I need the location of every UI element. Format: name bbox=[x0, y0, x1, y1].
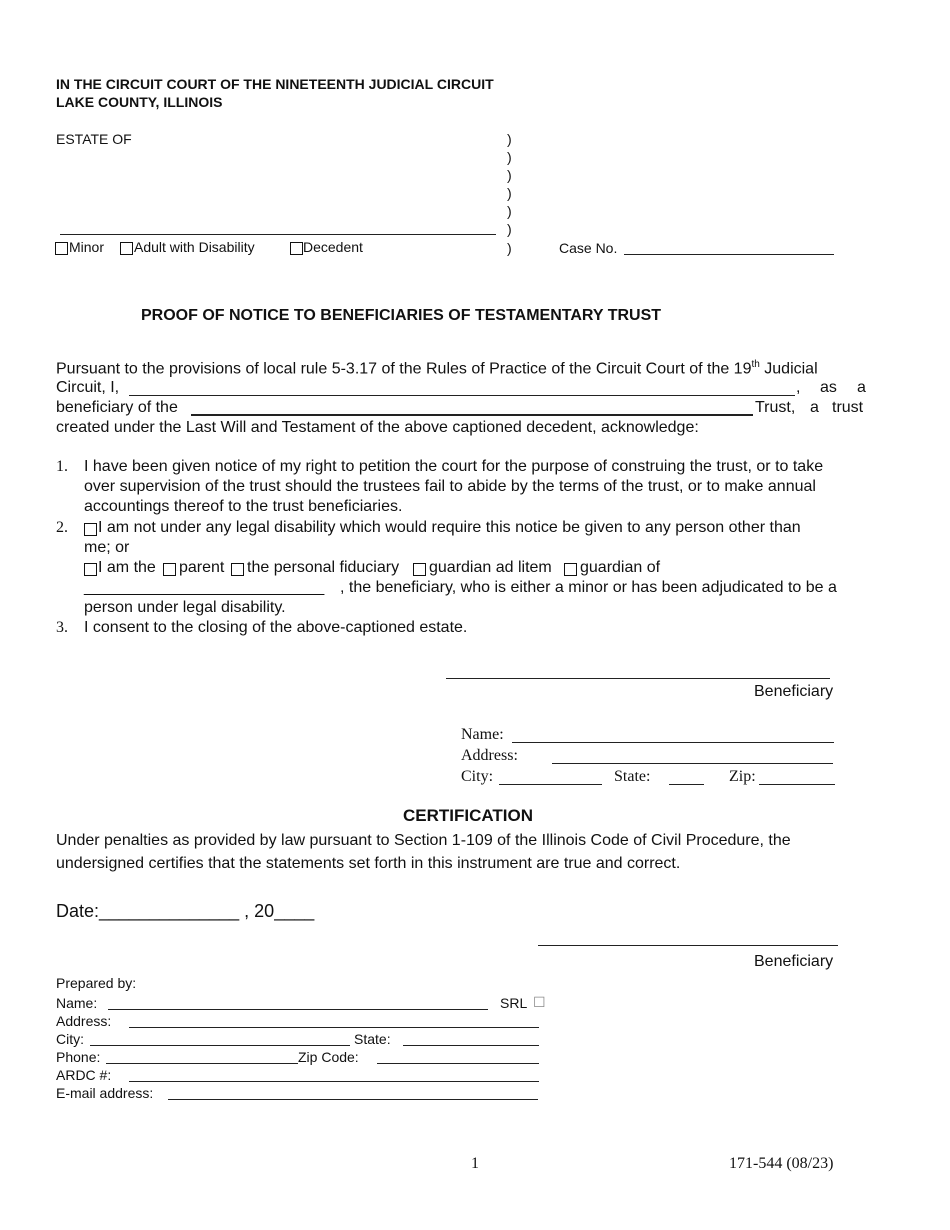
prep-zip-label: Zip Code: bbox=[298, 1049, 359, 1065]
paren: ) bbox=[507, 203, 512, 219]
beneficiary-signature-field-2[interactable] bbox=[538, 945, 838, 946]
beneficiary-signature-label: Beneficiary bbox=[754, 683, 834, 700]
item2-line2: me; or bbox=[84, 539, 130, 556]
item3-text: I consent to the closing of the above-captioned estate. bbox=[84, 619, 468, 636]
case-no-label: Case No. bbox=[559, 240, 618, 256]
sig-address-field[interactable] bbox=[552, 763, 833, 764]
sig-state-field[interactable] bbox=[669, 784, 704, 785]
page-number: 1 bbox=[471, 1155, 479, 1172]
paren: ) bbox=[507, 149, 512, 165]
prep-email-label: E-mail address: bbox=[56, 1085, 154, 1101]
date-field[interactable]: Date:______________ , 20____ bbox=[56, 901, 315, 921]
page-title: PROOF OF NOTICE TO BENEFICIARIES OF TESTAMENTARY TRUST bbox=[141, 307, 662, 324]
item2-i-am-the: I am the bbox=[98, 559, 156, 576]
estate-name-field[interactable] bbox=[60, 234, 496, 235]
intro-comma: , bbox=[796, 379, 801, 396]
item2-line5: person under legal disability. bbox=[84, 599, 286, 616]
beneficiary-signature-label-2: Beneficiary bbox=[754, 953, 834, 970]
prep-state-label: State: bbox=[354, 1031, 391, 1047]
sig-name-field[interactable] bbox=[512, 742, 834, 743]
personal-fiduciary-checkbox[interactable] bbox=[231, 563, 244, 576]
adult-disability-label: Adult with Disability bbox=[134, 239, 255, 255]
sig-zip-label: Zip: bbox=[729, 768, 756, 785]
prep-name-field[interactable] bbox=[108, 1009, 488, 1010]
sig-address-label: Address: bbox=[461, 747, 518, 764]
item1-line1: I have been given notice of my right to petition the court for the purpose of construing the trust, or to take bbox=[84, 458, 824, 475]
guardian-ad-litem-checkbox[interactable] bbox=[413, 563, 426, 576]
intro-beneficiary-of-label: beneficiary of the bbox=[56, 399, 178, 416]
prep-ardc-label: ARDC #: bbox=[56, 1067, 112, 1083]
item2-guardian-of: guardian of bbox=[580, 559, 661, 576]
certification-line1: Under penalties as provided by law pursuant to Section 1-109 of the Illinois Code of Civil Procedure, the bbox=[56, 832, 791, 849]
paren: ) bbox=[507, 167, 512, 183]
intro-circuit-label: Circuit, I, bbox=[56, 379, 120, 396]
prep-state-field[interactable] bbox=[403, 1045, 539, 1046]
i-am-the-checkbox[interactable] bbox=[84, 563, 97, 576]
form-number: 171-544 (08/23) bbox=[729, 1155, 834, 1172]
item2-parent: parent bbox=[179, 559, 225, 576]
prep-city-label: City: bbox=[56, 1031, 84, 1047]
prep-phone-label: Phone: bbox=[56, 1049, 101, 1065]
item2-line4: , the beneficiary, who is either a minor or has been adjudicated to be a bbox=[340, 579, 837, 596]
prep-email-field[interactable] bbox=[168, 1099, 538, 1100]
srl-label: SRL bbox=[500, 995, 528, 1011]
paren: ) bbox=[507, 185, 512, 201]
prep-name-label: Name: bbox=[56, 995, 98, 1011]
prep-zip-field[interactable] bbox=[377, 1063, 539, 1064]
item1-line2: over supervision of the trust should the trustees fail to abide by the terms of the trust, or to make annual bbox=[84, 478, 816, 495]
paren: ) bbox=[507, 240, 512, 256]
adult-disability-checkbox[interactable] bbox=[120, 242, 133, 255]
sig-city-field[interactable] bbox=[499, 784, 602, 785]
minor-label: Minor bbox=[69, 239, 105, 255]
estate-of-label: ESTATE OF bbox=[56, 131, 132, 147]
sig-name-label: Name: bbox=[461, 726, 504, 743]
not-under-disability-checkbox[interactable] bbox=[84, 523, 97, 536]
certification-heading: CERTIFICATION bbox=[403, 806, 534, 825]
beneficiary-name-field[interactable] bbox=[129, 395, 795, 396]
item2-number: 2. bbox=[56, 519, 68, 536]
paren: ) bbox=[507, 131, 512, 147]
prep-city-field[interactable] bbox=[90, 1045, 350, 1046]
intro-as: as bbox=[820, 379, 837, 396]
intro-line1: Pursuant to the provisions of local rule 5-3.17 of the Rules of Practice of the Circuit Court of the 19th Judicial bbox=[56, 359, 818, 378]
decedent-label: Decedent bbox=[303, 239, 363, 255]
minor-checkbox[interactable] bbox=[55, 242, 68, 255]
intro-a2: a bbox=[810, 399, 819, 416]
prepared-by-heading: Prepared by: bbox=[56, 975, 137, 991]
beneficiary-signature-field[interactable] bbox=[446, 678, 830, 679]
intro-trust2: trust bbox=[832, 399, 864, 416]
intro-trust: Trust, bbox=[755, 399, 796, 416]
srl-checkbox[interactable]: ☐ bbox=[533, 994, 546, 1010]
sig-city-label: City: bbox=[461, 768, 494, 785]
paren: ) bbox=[507, 221, 512, 237]
prep-address-field[interactable] bbox=[129, 1027, 539, 1028]
prep-ardc-field[interactable] bbox=[129, 1081, 539, 1082]
intro-line4: created under the Last Will and Testament of the above captioned decedent, acknowledge: bbox=[56, 419, 699, 436]
guardian-of-checkbox[interactable] bbox=[564, 563, 577, 576]
item1-number: 1. bbox=[56, 458, 68, 475]
sig-state-label: State: bbox=[614, 768, 651, 785]
certification-line2: undersigned certifies that the statements set forth in this instrument are true and correct. bbox=[56, 855, 681, 872]
case-no-field[interactable] bbox=[624, 254, 834, 255]
court-name-line1: IN THE CIRCUIT COURT OF THE NINETEENTH JUDICIAL CIRCUIT bbox=[56, 76, 494, 92]
decedent-checkbox[interactable] bbox=[290, 242, 303, 255]
court-name-line2: LAKE COUNTY, ILLINOIS bbox=[56, 94, 223, 110]
item3-number: 3. bbox=[56, 619, 68, 636]
item2-line1: I am not under any legal disability which would require this notice be given to any person other than bbox=[98, 519, 801, 536]
sig-zip-field[interactable] bbox=[759, 784, 835, 785]
item2-personal-fiduciary: the personal fiduciary bbox=[247, 559, 400, 576]
prep-phone-field[interactable] bbox=[106, 1063, 298, 1064]
intro-a: a bbox=[857, 379, 866, 396]
parent-checkbox[interactable] bbox=[163, 563, 176, 576]
prep-address-label: Address: bbox=[56, 1013, 112, 1029]
ward-name-field[interactable]: ___________________________ bbox=[84, 579, 325, 596]
item2-guardian-ad-litem: guardian ad litem bbox=[429, 559, 552, 576]
item1-line3: accountings thereof to the trust beneficiaries. bbox=[84, 498, 403, 515]
trust-name-field[interactable] bbox=[191, 414, 753, 416]
